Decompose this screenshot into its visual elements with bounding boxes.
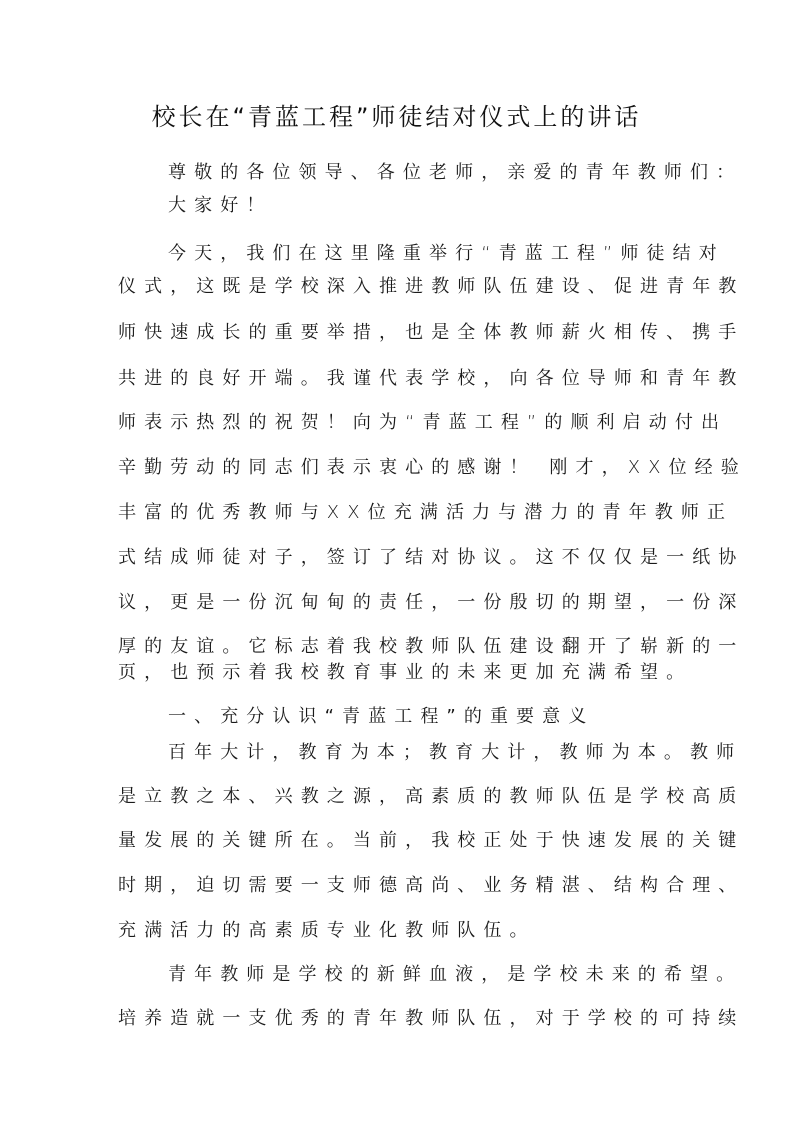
paragraph-line: 百年大计，教育为本；教育大计，教师为本。教师 <box>168 742 743 763</box>
greeting: 大家好！ <box>168 195 273 216</box>
paragraph-line: 培养造就一支优秀的青年教师队伍，对于学校的可持续 <box>118 1008 745 1029</box>
paragraph-line: 页，也预示着我校教育事业的未来更加充满希望。 <box>118 662 693 683</box>
paragraph-line: 共进的良好开端。我谨代表学校，向各位导师和青年教 <box>118 368 745 389</box>
paragraph-line: 时期，迫切需要一支师德高尚、业务精湛、结构合理、 <box>118 875 745 896</box>
paragraph-line: 今天，我们在这里隆重举行“青蓝工程”师徒结对 <box>168 243 725 264</box>
paragraph-line: 式结成师徒对子，签订了结对协议。这不仅仅是一纸协 <box>118 547 745 568</box>
paragraph-line: 议，更是一份沉甸甸的责任，一份殷切的期望，一份深 <box>118 592 745 613</box>
section-heading: 一、充分认识“青蓝工程”的重要意义 <box>168 706 595 727</box>
paragraph-line: 仪式，这既是学校深入推进教师队伍建设、促进青年教 <box>118 276 745 297</box>
paragraph-line: 充满活力的高素质专业化教师队伍。 <box>118 920 536 941</box>
paragraph-line: 师表示热烈的祝贺！向为“青蓝工程”的顺利启动付出 <box>118 412 728 433</box>
paragraph-line: 师快速成长的重要举措，也是全体教师薪火相传、携手 <box>118 322 745 343</box>
paragraph-line: 厚的友谊。它标志着我校教师队伍建设翻开了崭新的一 <box>118 636 745 657</box>
document-title: 校长在“青蓝工程”师徒结对仪式上的讲话 <box>151 103 642 131</box>
paragraph-line: 辛勤劳动的同志们表示衷心的感谢！ 刚才，XX位经验 <box>118 457 747 478</box>
paragraph-line: 青年教师是学校的新鲜血液，是学校未来的希望。 <box>168 964 743 985</box>
paragraph-line: 量发展的关键所在。当前，我校正处于快速发展的关键 <box>118 830 745 851</box>
paragraph-line: 丰富的优秀教师与XX位充满活力与潜力的青年教师正 <box>118 502 734 523</box>
salutation: 尊敬的各位领导、各位老师，亲爱的青年教师们： <box>168 162 743 183</box>
paragraph-line: 是立教之本、兴教之源，高素质的教师队伍是学校高质 <box>118 786 745 807</box>
